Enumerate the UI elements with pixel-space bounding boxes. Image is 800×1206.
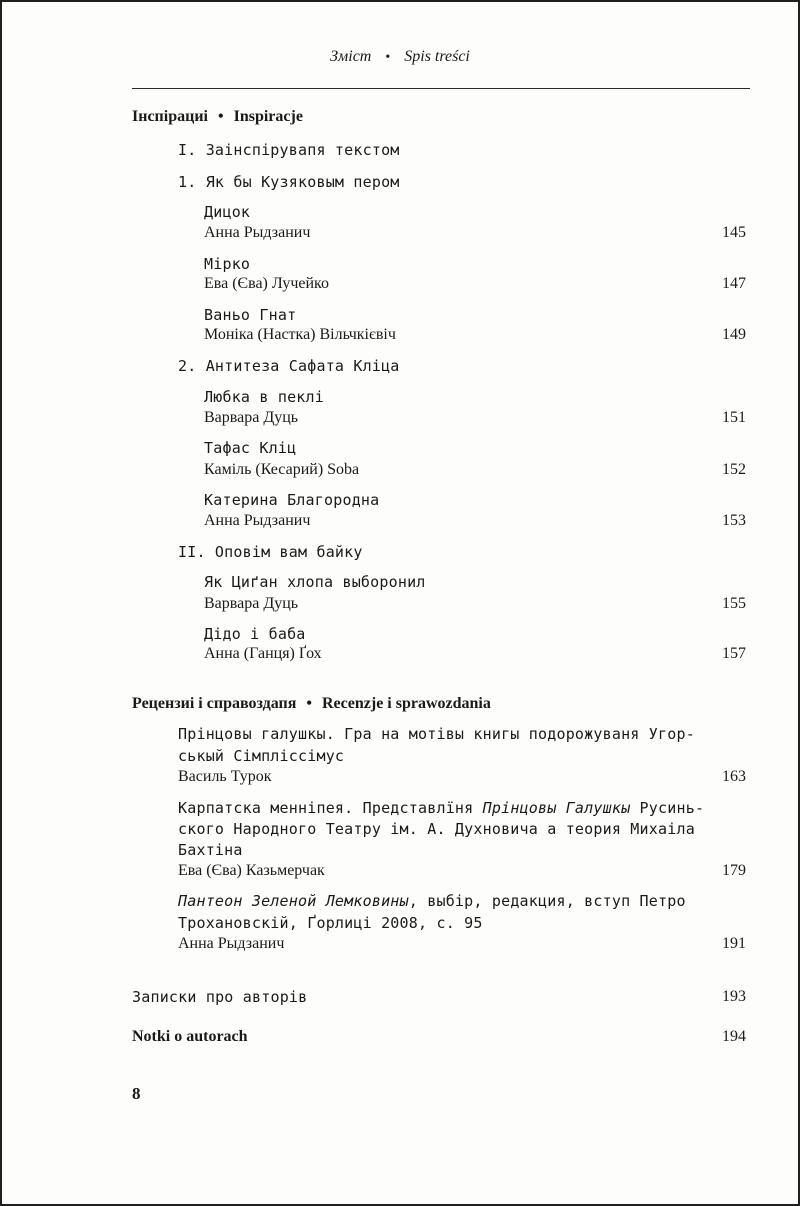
entry-page: 155 bbox=[722, 595, 746, 612]
entry-title: Ваньо Гнат bbox=[204, 306, 297, 324]
entry-page: 179 bbox=[722, 862, 746, 879]
section-title-pl: Inspiracje bbox=[233, 108, 303, 125]
review-title-line bbox=[178, 892, 686, 910]
entry-title: Катерина Благородна bbox=[204, 491, 380, 509]
entry-page: 157 bbox=[722, 645, 746, 662]
running-head bbox=[2, 48, 798, 66]
entry-page: 163 bbox=[722, 768, 746, 785]
review-italic-title: Прінцовы Галушкы bbox=[482, 799, 631, 817]
review-title-line: Прінцовы галушкы. Гра на мотівы книгы подорожуваня Угор- bbox=[178, 725, 695, 743]
entry-page: 153 bbox=[722, 512, 746, 529]
entry-author: Анна Рыдзанич bbox=[178, 935, 285, 952]
part-heading: II. Оповім вам байку bbox=[178, 543, 363, 561]
entry-page: 152 bbox=[722, 461, 746, 478]
section-title-pl: Recenzje i sprawozdania bbox=[322, 695, 491, 712]
entry-author: Каміль (Кесарий) Sоba bbox=[204, 461, 360, 478]
section-title-ua: Інспірациі bbox=[132, 108, 208, 125]
header-rule bbox=[132, 88, 750, 89]
entry-author: Варвара Дуць bbox=[204, 595, 299, 612]
entry-author: Варвара Дуць bbox=[204, 409, 299, 426]
review-title-line: ского Народного Театру ім. А. Духновича а теория Михаіла bbox=[178, 820, 695, 838]
review-title-line: Бахтіна bbox=[178, 841, 243, 859]
part-heading: I. Заінспірувапя текстом bbox=[178, 141, 400, 159]
entry-title: Дідо і баба bbox=[204, 625, 306, 643]
entry-author: Анна (Ганця) Ґох bbox=[204, 645, 322, 662]
page-number: 8 bbox=[132, 1084, 141, 1103]
bullet-icon: • bbox=[385, 50, 391, 65]
entry-author: Моніка (Настка) Вільчкієвіч bbox=[204, 326, 396, 343]
section-heading-inspirations bbox=[132, 108, 303, 126]
entry-page: 147 bbox=[722, 275, 746, 292]
entry-author: Ева (Єва) Казьмерчак bbox=[178, 862, 325, 879]
review-title-line: ськый Сімпліссімус bbox=[178, 747, 345, 765]
section-heading-reviews bbox=[132, 695, 491, 713]
entry-page: 145 bbox=[722, 224, 746, 241]
header-left: Зміст bbox=[330, 48, 372, 65]
notes-ua-page: 193 bbox=[722, 988, 746, 1005]
subpart-heading: 1. Як бы Кузяковым пером bbox=[178, 173, 400, 191]
notes-ua-label: Записки про авторів bbox=[132, 988, 308, 1006]
entry-author: Анна Рыдзанич bbox=[204, 512, 311, 529]
entry-author: Василь Турок bbox=[178, 768, 272, 785]
entry-page: 151 bbox=[722, 409, 746, 426]
entry-page: 191 bbox=[722, 935, 746, 952]
section-title-ua: Рецензиі і справоздапя bbox=[132, 695, 297, 712]
entry-title: Любка в пеклі bbox=[204, 388, 324, 406]
entry-page: 149 bbox=[722, 326, 746, 343]
entry-author: Ева (Єва) Лучейко bbox=[204, 275, 330, 292]
entry-title: Тафас Кліц bbox=[204, 439, 297, 457]
entry-author: Анна Рыдзанич bbox=[204, 224, 311, 241]
bullet-icon: • bbox=[306, 695, 312, 712]
review-text: , выбір, редакция, вступ Петро bbox=[408, 892, 686, 910]
review-italic-title: Пантеон Зеленой Лемковины bbox=[178, 892, 409, 910]
review-title-line bbox=[178, 799, 704, 817]
review-text: Карпатска менніпея. Представлїня bbox=[178, 799, 483, 817]
entry-title: Як Циґан хлопа выборонил bbox=[204, 573, 426, 591]
bullet-icon: • bbox=[218, 108, 224, 125]
subpart-heading: 2. Антитеза Сафата Кліца bbox=[178, 357, 400, 375]
entry-title: Мірко bbox=[204, 255, 251, 273]
entry-title: Дицок bbox=[204, 203, 251, 221]
header-right: Spis treści bbox=[404, 48, 470, 65]
notes-pl-page: 194 bbox=[722, 1028, 746, 1045]
review-text: Русинь- bbox=[630, 799, 705, 817]
notes-pl-label: Notki o autorach bbox=[132, 1028, 248, 1045]
review-title-line: Трохановскій, Ґорлиці 2008, с. 95 bbox=[178, 914, 483, 932]
